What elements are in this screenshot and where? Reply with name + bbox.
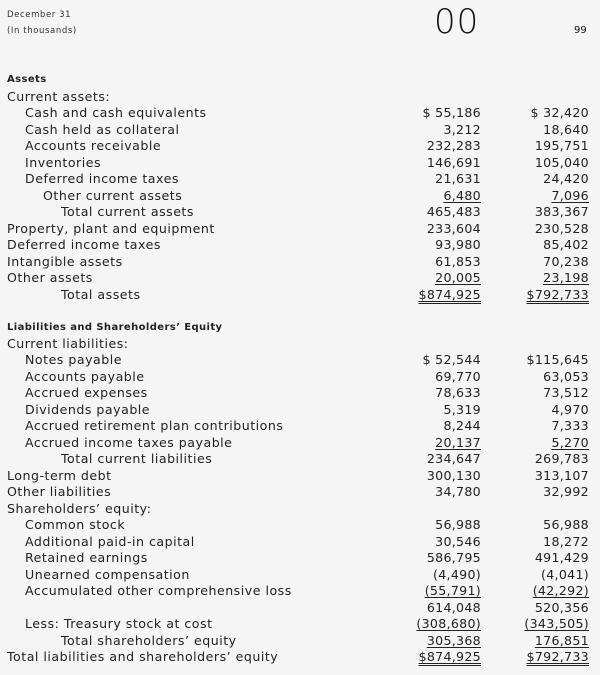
row-label: Total liabilities and shareholders’ equity [7, 649, 279, 664]
table-row [0, 254, 600, 271]
value-2000: 234,647 [426, 451, 481, 466]
row-label: Intangible assets [7, 253, 123, 269]
value-2000: 93,980 [435, 237, 481, 252]
table-row [0, 616, 600, 633]
value-2000: 300,130 [426, 467, 481, 483]
table-row [0, 138, 600, 155]
table-row-grand-total [0, 287, 600, 304]
value-1999: 176,851 [534, 632, 589, 648]
table-row-total [0, 204, 600, 221]
table-row [0, 270, 600, 287]
row-label: Accounts receivable [25, 138, 162, 153]
value-2000: (308,680) [416, 616, 481, 631]
row-label: Deferred income taxes [25, 171, 179, 186]
row-label: Total shareholders’ equity [61, 632, 237, 648]
value-1999: 5,270 [551, 434, 589, 450]
table-row [0, 122, 600, 139]
value-1999: 18,272 [543, 533, 589, 549]
value-1999: 63,053 [543, 368, 589, 384]
row-label: Less: Treasury stock at cost [25, 616, 213, 631]
value-1999: 18,640 [543, 121, 589, 137]
value-1999: 7,096 [551, 187, 589, 203]
table-row-subtotal [0, 600, 600, 617]
assets-heading-row [0, 72, 600, 89]
row-label: Long-term debt [7, 467, 112, 483]
table-row-grand-total [0, 649, 600, 666]
current-liabilities-subheading: Current liabilities: [7, 336, 129, 351]
value-1999: (4,041) [541, 566, 589, 582]
row-label: Other liabilities [7, 484, 112, 499]
assets-heading: Assets [7, 74, 47, 85]
row-label: Deferred income taxes [7, 237, 161, 252]
current-liabilities-subheading-row [0, 336, 600, 353]
year-prior-header: 99 [574, 25, 587, 36]
row-label: Property, plant and equipment [7, 220, 215, 236]
row-label: Other assets [7, 270, 93, 285]
value-2000: 69,770 [435, 368, 481, 384]
row-label: Accrued income taxes payable [25, 434, 233, 450]
row-label: Accounts payable [25, 368, 145, 384]
value-1999: 73,512 [543, 385, 589, 400]
value-1999: 230,528 [534, 220, 589, 236]
row-label: Dividends payable [25, 401, 151, 417]
row-label: Cash and cash equivalents [25, 105, 207, 120]
value-1999: 195,751 [534, 138, 589, 153]
value-2000: 34,780 [435, 484, 481, 499]
value-1999: 520,356 [534, 599, 589, 615]
row-label: Accrued expenses [25, 385, 148, 400]
value-1999: 32,992 [543, 484, 589, 499]
table-row [0, 369, 600, 386]
value-2000: 6,480 [443, 187, 481, 203]
row-label: Accumulated other comprehensive loss [25, 583, 292, 598]
row-label: Total current liabilities [61, 451, 213, 466]
table-row [0, 237, 600, 254]
value-2000: 21,631 [435, 171, 481, 186]
row-label: Accrued retirement plan contributions [25, 418, 284, 433]
table-row [0, 171, 600, 188]
value-1999: $ 32,420 [530, 105, 589, 120]
table-row [0, 352, 600, 369]
table-row [0, 435, 600, 452]
value-1999: 24,420 [543, 171, 589, 186]
table-row [0, 402, 600, 419]
value-1999: 56,988 [543, 517, 589, 532]
current-assets-subheading: Current assets: [7, 88, 111, 104]
value-1999: 269,783 [534, 451, 589, 466]
units-label: (In thousands) [7, 26, 77, 36]
value-2000: $874,925 [418, 286, 481, 302]
value-1999: $792,733 [526, 286, 589, 302]
row-label: Notes payable [25, 352, 122, 367]
value-2000: 3,212 [443, 121, 481, 137]
value-1999: (42,292) [532, 583, 589, 598]
table-row [0, 155, 600, 172]
value-2000: 78,633 [435, 385, 481, 400]
value-2000: 233,604 [426, 220, 481, 236]
value-2000: 586,795 [426, 550, 481, 565]
value-1999: 491,429 [534, 550, 589, 565]
table-row [0, 484, 600, 501]
value-2000: (55,791) [424, 583, 481, 598]
value-2000: (4,490) [433, 566, 481, 582]
row-label: Total assets [61, 286, 141, 302]
current-assets-subheading-row [0, 89, 600, 106]
table-row-total [0, 633, 600, 650]
table-row [0, 221, 600, 238]
value-1999: $115,645 [526, 352, 589, 367]
table-row [0, 188, 600, 205]
row-label: Other current assets [43, 187, 183, 203]
table-row [0, 583, 600, 600]
equity-subheading-row [0, 501, 600, 518]
value-1999: 4,970 [551, 401, 589, 417]
table-row [0, 385, 600, 402]
table-row [0, 534, 600, 551]
value-1999: 383,367 [534, 204, 589, 219]
row-label: Retained earnings [25, 550, 148, 565]
liabilities-heading-row [0, 320, 600, 337]
liabilities-heading: Liabilities and Shareholders’ Equity [7, 322, 223, 333]
row-label: Cash held as collateral [25, 121, 180, 137]
value-2000: $ 55,186 [422, 105, 481, 120]
value-2000: 614,048 [426, 599, 481, 615]
row-label: Common stock [25, 517, 126, 532]
value-1999: (343,505) [524, 616, 589, 631]
value-2000: 61,853 [435, 253, 481, 269]
date-label: December 31 [7, 10, 72, 20]
value-2000: 20,005 [435, 270, 481, 285]
row-label: Inventories [25, 154, 102, 170]
value-2000: 8,244 [443, 418, 481, 433]
value-2000: 5,319 [443, 401, 481, 417]
table-row-total [0, 451, 600, 468]
value-1999: 85,402 [543, 237, 589, 252]
value-2000: 146,691 [426, 154, 481, 170]
value-2000: 30,546 [435, 533, 481, 549]
table-row [0, 550, 600, 567]
row-label: Total current assets [61, 204, 194, 219]
value-1999: 70,238 [543, 253, 589, 269]
table-row [0, 468, 600, 485]
value-1999: 313,107 [534, 467, 589, 483]
value-2000: $874,925 [418, 649, 481, 664]
table-row [0, 567, 600, 584]
row-label: Additional paid-in capital [25, 533, 195, 549]
value-2000: 465,483 [426, 204, 481, 219]
value-2000: $ 52,544 [422, 352, 481, 367]
table-row [0, 418, 600, 435]
table-row [0, 517, 600, 534]
table-row [0, 105, 600, 122]
equity-subheading: Shareholders’ equity: [7, 500, 152, 516]
value-1999: 23,198 [543, 270, 589, 285]
value-2000: 20,137 [435, 434, 481, 450]
value-1999: 7,333 [551, 418, 589, 433]
value-1999: $792,733 [526, 649, 589, 664]
value-2000: 56,988 [435, 517, 481, 532]
year-current-header: 00 [434, 2, 480, 42]
value-2000: 232,283 [426, 138, 481, 153]
value-1999: 105,040 [534, 154, 589, 170]
value-2000: 305,368 [426, 632, 481, 648]
row-label: Unearned compensation [25, 566, 190, 582]
